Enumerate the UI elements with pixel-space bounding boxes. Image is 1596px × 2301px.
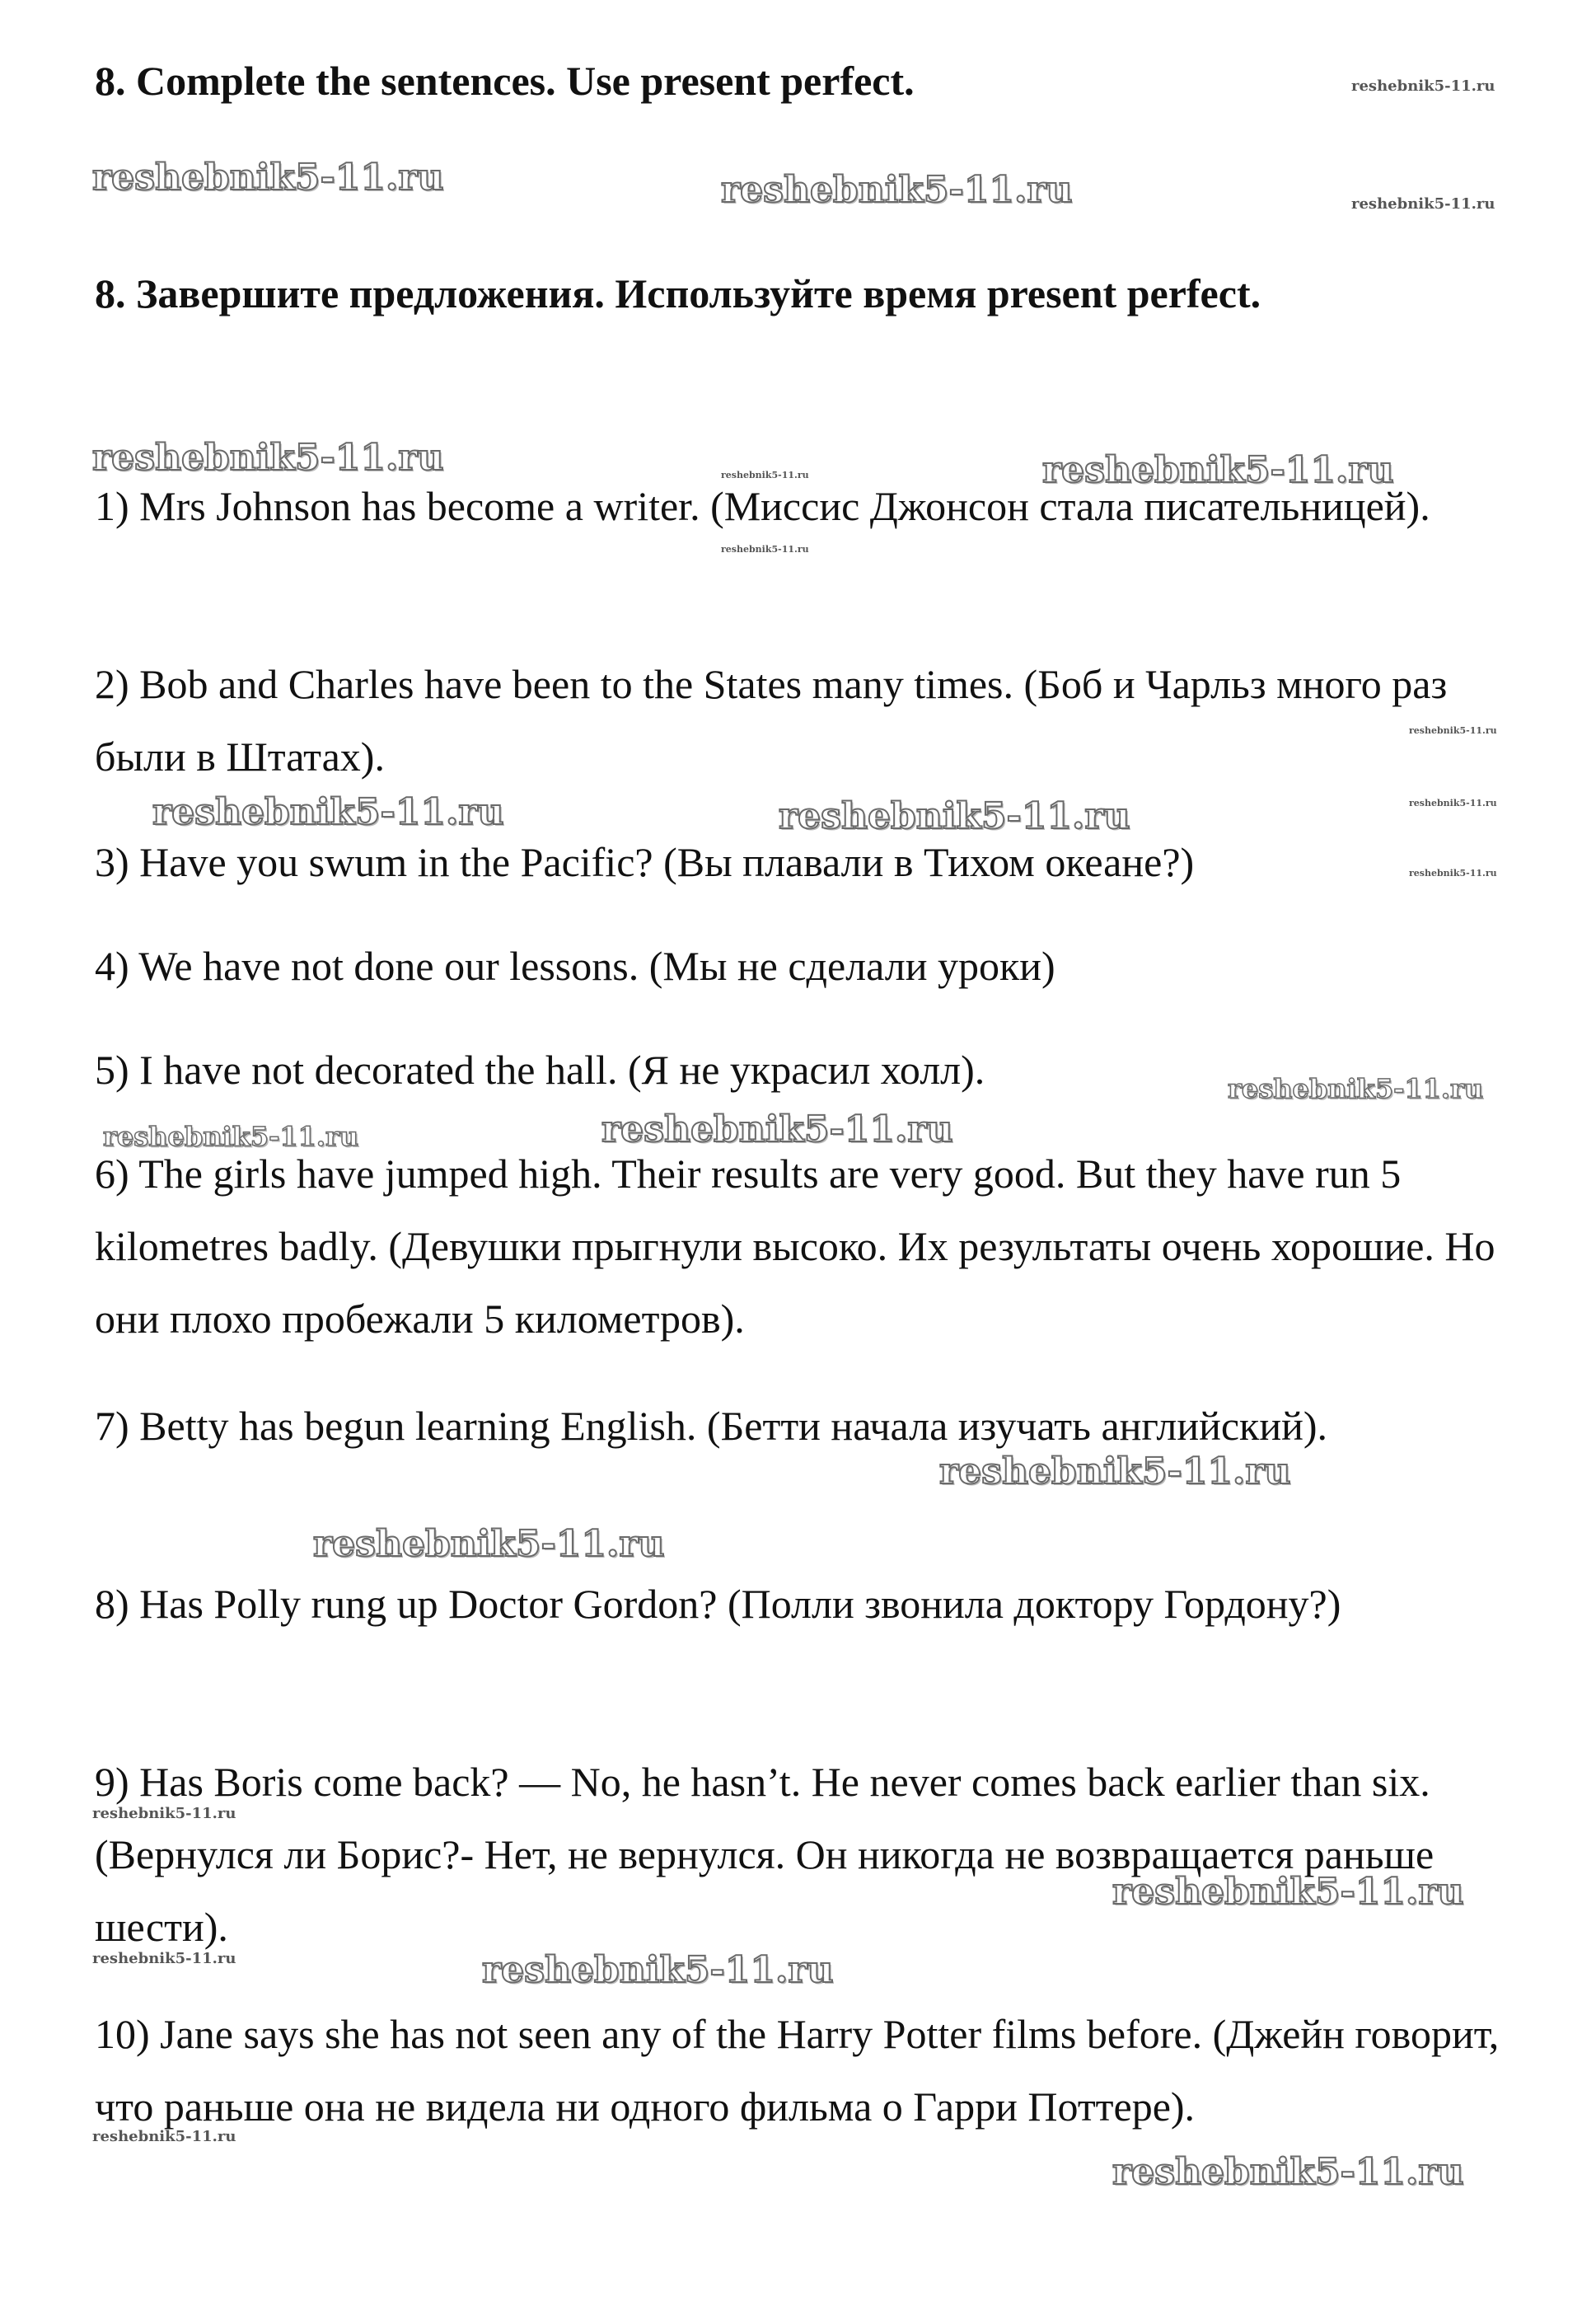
watermark: reshebnik5-11.ru	[1042, 449, 1394, 491]
watermark: reshebnik5-11.ru	[721, 169, 1073, 211]
watermark: reshebnik5-11.ru	[1351, 195, 1495, 213]
watermark: reshebnik5-11.ru	[1409, 725, 1497, 736]
answer-item-3: 3) Have you swum in the Pacific? (Вы плавали в Тихом океане?)	[95, 839, 1195, 885]
answer-item-7: 7) Betty has begun learning English. (Бетти начала изучать английский).	[95, 1403, 1327, 1449]
watermark: reshebnik5-11.ru	[482, 1949, 834, 1991]
watermark: reshebnik5-11.ru	[721, 470, 809, 480]
watermark: reshebnik5-11.ru	[601, 1108, 953, 1150]
exercise-heading-russian: 8. Завершите предложения. Используйте время present perfect.	[95, 270, 1261, 316]
watermark: reshebnik5-11.ru	[779, 795, 1130, 837]
answer-item-5: 5) I have not decorated the hall. (Я не украсил холл).	[95, 1047, 985, 1093]
watermark: reshebnik5-11.ru	[313, 1523, 665, 1565]
watermark: reshebnik5-11.ru	[1409, 798, 1497, 808]
watermark: reshebnik5-11.ru	[92, 437, 444, 479]
exercise-heading-english: 8. Complete the sentences. Use present perfect.	[95, 58, 915, 104]
watermark: reshebnik5-11.ru	[939, 1450, 1291, 1493]
answer-item-6: 6) The girls have jumped high. Their results are very good. But they have run 5 kilometres badly. (Девушки прыгнули высоко. Их результаты очень хорошие. Но они плохо пробежали 5 километров).	[95, 1150, 1495, 1342]
answer-item-2: 2) Bob and Charles have been to the States many times. (Боб и Чарльз много раз были в Штатах).	[95, 661, 1448, 780]
watermark: reshebnik5-11.ru	[152, 791, 504, 833]
watermark: reshebnik5-11.ru	[1112, 1871, 1464, 1913]
watermark: reshebnik5-11.ru	[721, 544, 809, 555]
answer-item-10: 10) Jane says she has not seen any of the Harry Potter films before. (Джейн говорит, что раньше она не видела ни одного фильма о Гарри Поттере).	[95, 2011, 1500, 2130]
watermark: reshebnik5-11.ru	[103, 1121, 359, 1152]
watermark: reshebnik5-11.ru	[1228, 1073, 1484, 1104]
watermark: reshebnik5-11.ru	[92, 1950, 236, 1967]
watermark: reshebnik5-11.ru	[1409, 868, 1497, 879]
watermark: reshebnik5-11.ru	[92, 157, 444, 199]
watermark: reshebnik5-11.ru	[1351, 77, 1495, 95]
answer-item-4: 4) We have not done our lessons. (Мы не сделали уроки)	[95, 943, 1055, 989]
watermark: reshebnik5-11.ru	[92, 2128, 236, 2145]
answer-item-9: 9) Has Boris come back? — No, he hasn’t. He never comes back earlier than six. (Вернулся ли Борис?- Нет, не вернулся. Он никогда не возвращается раньше шести).	[95, 1759, 1435, 1950]
answer-item-8: 8) Has Polly rung up Doctor Gordon? (Полли звонила доктору Гордону?)	[95, 1581, 1341, 1627]
answer-item-1: 1) Mrs Johnson has become a writer. (Миссис Джонсон стала писательницей).	[95, 483, 1430, 529]
watermark: reshebnik5-11.ru	[1112, 2151, 1464, 2193]
watermark: reshebnik5-11.ru	[92, 1805, 236, 1822]
